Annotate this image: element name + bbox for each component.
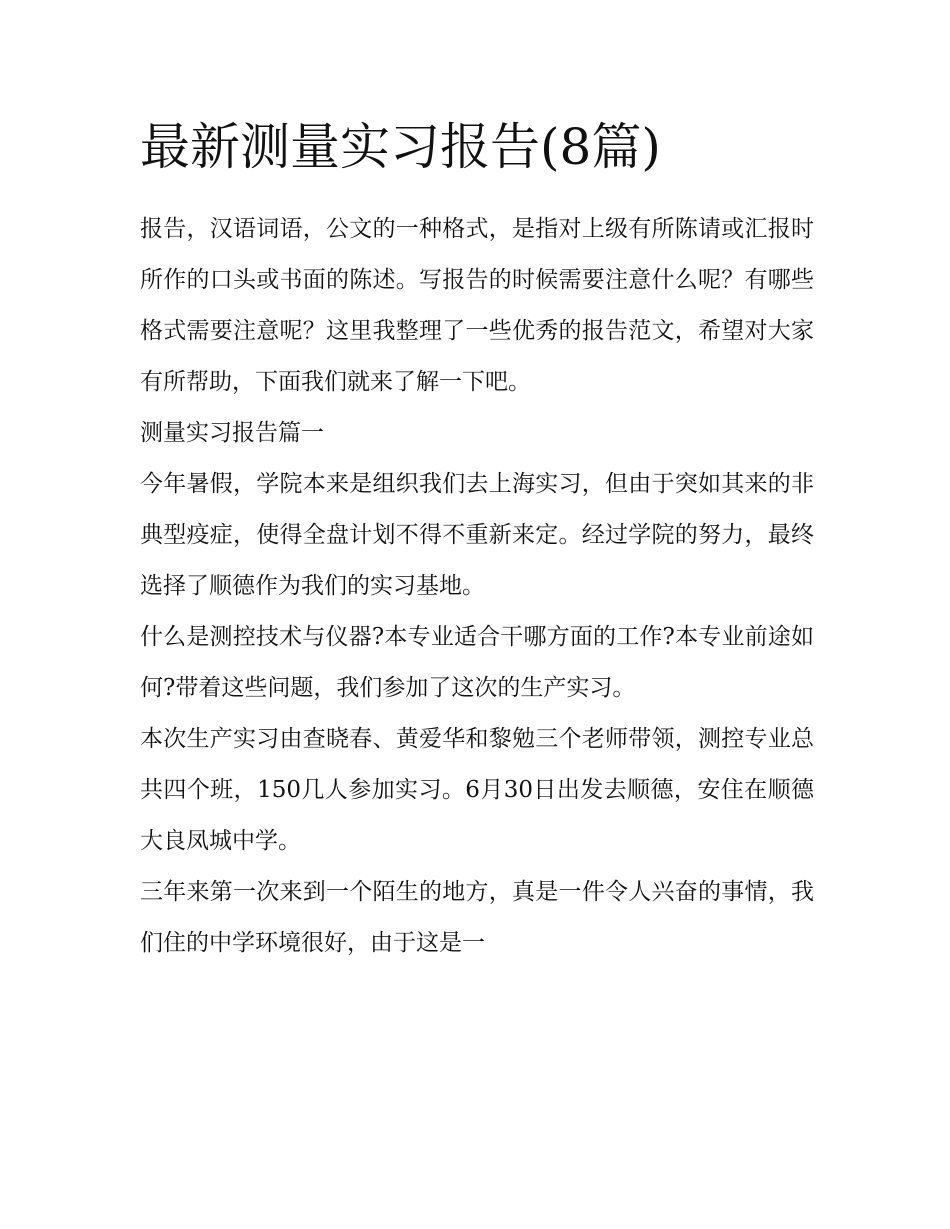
- paragraph: 今年暑假，学院本来是组织我们去上海实习，但由于突如其来的非典型疫症，使得全盘计划不得不重新来定。经过学院的努力，最终选择了顺德作为我们的实习基地。: [140, 471, 814, 599]
- section-heading: 测量实习报告篇一: [140, 420, 324, 446]
- paragraph: 本次生产实习由查晓春、黄爱华和黎勉三个老师带领，测控专业总共四个班，150几人参加实习。6月30日出发去顺德，安住在顺德大良凤城中学。: [140, 726, 814, 854]
- paragraph: 什么是测控技术与仪器?本专业适合干哪方面的工作?本专业前途如何?带着这些问题，我们参加了这次的生产实习。: [140, 624, 814, 701]
- paragraph: 三年来第一次来到一个陌生的地方，真是一件令人兴奋的事情，我们住的中学环境很好，由于这是一: [140, 879, 814, 956]
- document-title: 最新测量实习报告(8篇): [140, 118, 661, 176]
- paragraph-intro: 报告，汉语词语，公文的一种格式，是指对上级有所陈请或汇报时所作的口头或书面的陈述。写报告的时候需要注意什么呢？有哪些格式需要注意呢？这里我整理了一些优秀的报告范文，希望对大家有所帮助，下面我们就来了解一下吧。: [140, 216, 814, 395]
